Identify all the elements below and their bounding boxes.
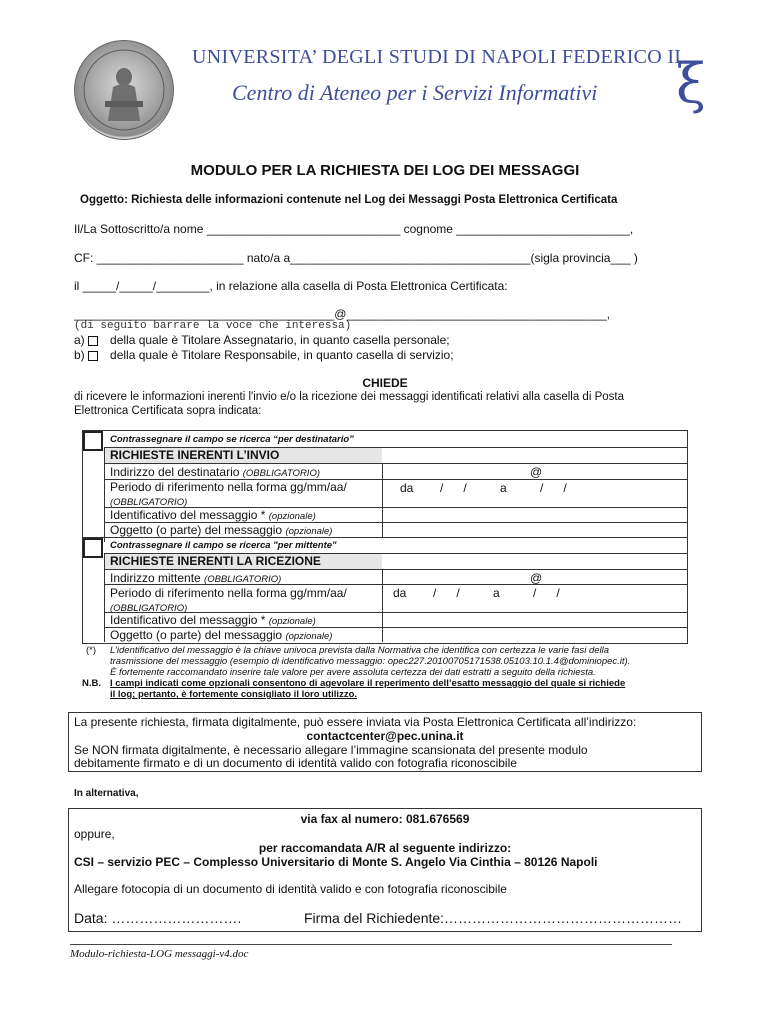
table-row [110, 508, 316, 522]
pec-address-line[interactable]: _______________________________________@_______________________________________, [74, 307, 611, 321]
submission-info-line: Se NON firmata digitalmente, è necessario allegare l’immagine scansionata del presente modulo [74, 743, 588, 757]
fax-number: via fax al numero: 081.676569 [300, 812, 470, 826]
contact-email-link[interactable]: contactcenter@pec.unina.it [306, 729, 464, 743]
option-a [74, 333, 450, 347]
send-requests-heading: RICHIESTE INERENTI L’INVIO [105, 448, 382, 463]
footnote-line: È fortemente raccomandato inserire tale valore per avere assoluta certezza dei dati estratti a seguito della richiesta. [110, 667, 596, 678]
row-tag: (OBBLIGATORIO) [242, 468, 320, 479]
table-column-divider [382, 569, 383, 642]
option-b [74, 348, 454, 362]
row-tag: (opzionale) [285, 526, 333, 537]
selection-hint: (di seguito barrare la voce che interessa) [74, 320, 352, 332]
nb-mark: N.B. [82, 678, 101, 689]
row-label: Oggetto (o parte) del messaggio [110, 628, 283, 642]
row-tag: (opzionale) [268, 511, 316, 522]
date-line[interactable]: il _____/_____/________, in relazione alla casella di Posta Elettronica Certificata: [74, 279, 508, 293]
row-label: Oggetto (o parte) del messaggio [110, 523, 283, 537]
option-a-checkbox[interactable] [88, 336, 98, 346]
footnote-mark: (*) [86, 645, 97, 656]
sender-address-input[interactable]: @ [530, 571, 543, 585]
row-label: Identificativo del messaggio * [110, 613, 266, 627]
nb-line: I campi indicati come opzionali consentono di agevolare il reperimento dell’esatto messaggio del quale si richiede [110, 678, 626, 689]
form-title: MODULO PER LA RICHIESTA DEI LOG DEI MESSAGGI [190, 162, 580, 179]
nb-line: il log; pertanto, è fortemente consigliato il loro utilizzo. [110, 689, 358, 700]
row-tag: (OBBLIGATORIO) [204, 574, 282, 585]
row-label: Periodo di riferimento nella forma gg/mm/aa/ [110, 480, 347, 494]
raccomandata-text: per raccomandata A/R al seguente indirizzo: [258, 841, 512, 855]
option-b-checkbox[interactable] [88, 351, 98, 361]
sender-search-checkbox[interactable] [83, 538, 103, 558]
postal-address: CSI – servizio PEC – Complesso Universitario di Monte S. Angelo Via Cinthia – 80126 Napoli [74, 855, 598, 869]
signature-field[interactable]: Firma del Richiedente:…………………………………………… [304, 910, 683, 926]
subject-line: Oggetto: Richiesta delle informazioni contenute nel Log dei Messaggi Posta Elettronica Certificata [80, 194, 618, 206]
send-period-input[interactable]: da / / a / / [400, 481, 567, 495]
name-line[interactable]: Il/La Sottoscritto/a nome _____________________________ cognome __________________________, [74, 222, 634, 236]
university-seal-logo [74, 40, 174, 140]
recipient-search-label: Contrassegnare il campo se ricerca “per destinatario” [110, 434, 354, 445]
submission-info-line: debitamente firmato e di un documento di identità valido con fotografia riconoscibile [74, 756, 517, 770]
row-label: Indirizzo del destinatario [110, 465, 240, 479]
table-left-border [104, 447, 105, 542]
footer-filename: Modulo-richiesta-LOG messaggi-v4.doc [70, 948, 249, 960]
table-row [110, 613, 316, 627]
table-row [110, 586, 347, 614]
chiede-text-1: di ricevere le informazioni inerenti l'invio e/o la ricezione dei messaggi identificati relativi alla casella di Posta [74, 391, 624, 403]
footer-divider [70, 944, 672, 945]
attachment-note: Allegare fotocopia di un documento di identità valido e con fotografia riconoscibile [74, 882, 507, 896]
table-row [110, 571, 281, 585]
csi-logo-icon: ξ [676, 52, 706, 115]
sender-search-label: Contrassegnare il campo se ricerca "per mittente" [110, 540, 337, 551]
chiede-heading: CHIEDE [362, 376, 408, 390]
centre-name: Centro di Ateneo per i Servizi Informativi [232, 80, 598, 105]
table-divider [82, 537, 687, 538]
option-b-prefix: b) [74, 348, 85, 362]
table-row [110, 523, 332, 537]
date-field[interactable]: Data: ………………………. [74, 910, 242, 926]
oppure-text: oppure, [74, 827, 115, 841]
table-row [110, 465, 320, 479]
table-divider [104, 569, 687, 570]
option-a-text: della quale è Titolare Assegnatario, in quanto casella personale; [110, 333, 450, 347]
footnote-line: trasmissione del messaggio (esempio di identificativo messaggio: opec227.20100705171538.05103.10.1.4@dominiopec.it). [110, 656, 631, 667]
university-name: UNIVERSITA’ DEGLI STUDI DI NAPOLI FEDERICO II [192, 46, 682, 68]
row-tag: (OBBLIGATORIO) [110, 603, 188, 614]
alternative-heading: In alternativa, [74, 788, 139, 799]
table-column-divider [382, 463, 383, 538]
table-divider [104, 463, 687, 464]
row-label: Indirizzo mittente [110, 571, 201, 585]
row-tag: (OBBLIGATORIO) [110, 497, 188, 508]
recipient-address-input[interactable]: @ [530, 465, 543, 479]
submission-info-line: La presente richiesta, firmata digitalmente, può essere inviata via Posta Elettronica Certificata all’indirizzo: [74, 715, 637, 729]
row-tag: (opzionale) [285, 631, 333, 642]
row-label: Periodo di riferimento nella forma gg/mm/aa/ [110, 586, 347, 600]
receive-period-input[interactable]: da / / a / / [393, 586, 560, 600]
option-a-prefix: a) [74, 333, 85, 347]
row-tag: (opzionale) [268, 616, 316, 627]
footnote-line: L’identificativo del messaggio è la chiave univoca prevista dalla Normativa che identifica con certezza le varie fasi della [110, 645, 610, 656]
chiede-text-2: Elettronica Certificata sopra indicata: [74, 405, 262, 417]
receive-requests-heading: RICHIESTE INERENTI LA RICEZIONE [105, 554, 382, 569]
cf-birth-line[interactable]: CF: ______________________ nato/a a____________________________________(sigla provincia___ ) [74, 251, 638, 265]
table-row [110, 628, 332, 642]
row-label: Identificativo del messaggio * [110, 508, 266, 522]
table-row [110, 480, 347, 508]
recipient-search-checkbox[interactable] [83, 431, 103, 451]
table-divider [104, 584, 687, 585]
option-b-text: della quale è Titolare Responsabile, in quanto casella di servizio; [110, 348, 454, 362]
